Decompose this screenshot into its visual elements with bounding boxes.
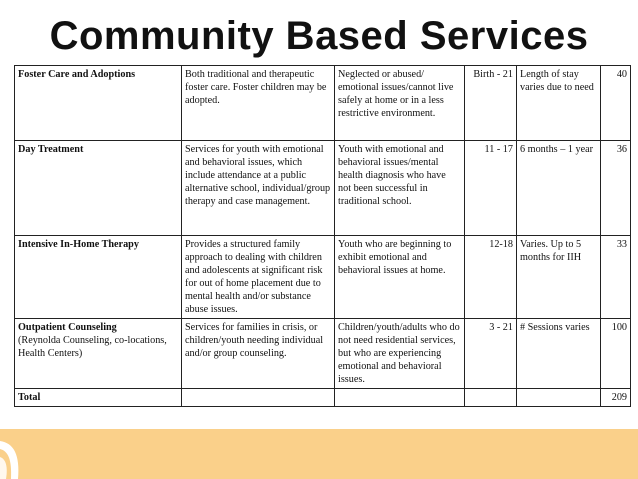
page-title: Community Based Services [49, 14, 589, 58]
empty-cell [335, 389, 465, 407]
count-cell: 100 [601, 319, 631, 389]
count-cell: 36 [601, 141, 631, 236]
agency-logo-icon [0, 429, 40, 479]
population-cell: Youth who are beginning to exhibit emotional and behavioral issues at home. [335, 236, 465, 319]
ages-cell: 11 - 17 [465, 141, 517, 236]
service-name: Foster Care and Adoptions [18, 69, 136, 80]
total-row [15, 389, 631, 407]
table-row [15, 141, 631, 236]
empty-cell [182, 389, 335, 407]
description-cell: Services for families in crisis, or children/youth needing individual and/or group counseling. [182, 319, 335, 389]
services-table [14, 65, 631, 407]
empty-cell [465, 389, 517, 407]
total-label-cell [15, 389, 182, 407]
population-cell: Neglected or abused/ emotional issues/cannot live safely at home or in a less restrictive environment. [335, 66, 465, 141]
service-name: Intensive In-Home Therapy [18, 239, 139, 250]
total-count-cell: 209 [601, 389, 631, 407]
ages-cell: Birth - 21 [465, 66, 517, 141]
service-name: Outpatient Counseling [18, 322, 117, 333]
service-subtitle: (Reynolda Counseling, co-locations, Health Centers) [18, 335, 167, 359]
service-name: Day Treatment [18, 144, 84, 155]
length-cell: 6 months – 1 year [517, 141, 601, 236]
description-cell: Both traditional and therapeutic foster care. Foster children may be adopted. [182, 66, 335, 141]
length-cell: Varies. Up to 5 months for IIH [517, 236, 601, 319]
service-name-cell [15, 236, 182, 319]
service-name-cell [15, 319, 182, 389]
service-name-cell [15, 66, 182, 141]
description-cell: Services for youth with emotional and behavioral issues, which include attendance at a public alternative school, individual/group therapy and case management. [182, 141, 335, 236]
description-cell: Provides a structured family approach to dealing with children and adolescents at significant risk for out of home placement due to mental health and/or substance abuse issues. [182, 236, 335, 319]
total-label: Total [18, 392, 41, 403]
table-row [15, 319, 631, 389]
population-cell: Youth with emotional and behavioral issues/mental health diagnosis who have not been successful in traditional school. [335, 141, 465, 236]
length-cell: Length of stay varies due to need [517, 66, 601, 141]
service-name-cell [15, 141, 182, 236]
count-cell: 33 [601, 236, 631, 319]
ages-cell: 3 - 21 [465, 319, 517, 389]
ages-cell: 12-18 [465, 236, 517, 319]
table-row [15, 236, 631, 319]
footer-band [0, 429, 638, 479]
population-cell: Children/youth/adults who do not need residential services, but who are experiencing emotional and behavioral issues. [335, 319, 465, 389]
count-cell: 40 [601, 66, 631, 141]
table-row [15, 66, 631, 141]
empty-cell [517, 389, 601, 407]
length-cell: # Sessions varies [517, 319, 601, 389]
